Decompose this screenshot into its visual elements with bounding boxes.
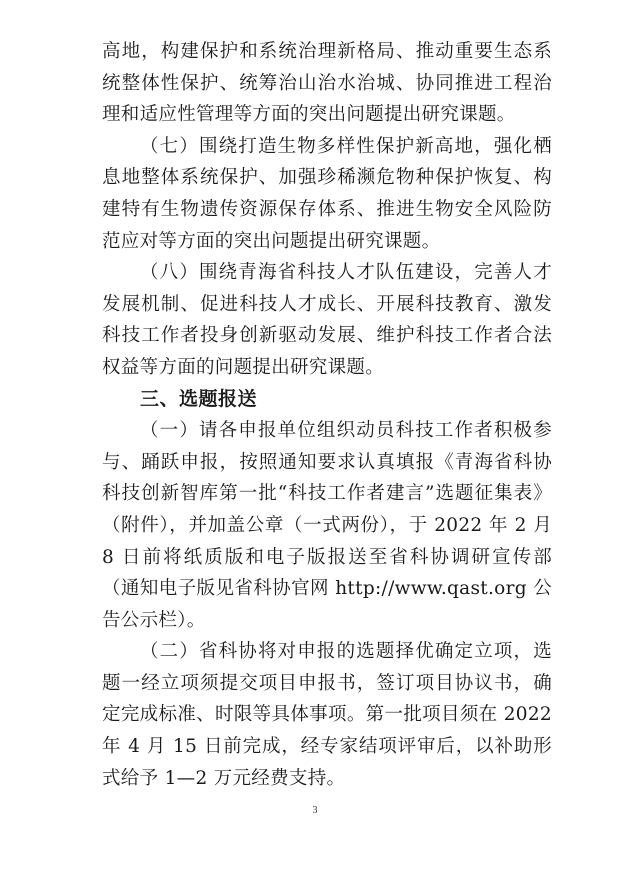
section-heading-3: 三、选题报送 bbox=[140, 387, 258, 410]
paragraph-continuation: 高地，构建保护和系统治理新格局、推动重要生态系统整体性保护、统筹治山治水治城、协同推进工程治理和适应性管理等方面的突出问题提出研究课题。 bbox=[102, 41, 552, 126]
paragraph-item-7: （七）围绕打造生物多样性保护新高地，强化栖息地整体系统保护、加强珍稀濒危物种保护恢复、构建特有生物遗传资源保存体系、推进生物安全风险防范应对等方面的突出问题提出研究课题。 bbox=[102, 135, 552, 252]
paragraph-submission-1: （一）请各申报单位组织动员科技工作者积极参与、踊跃申报，按照通知要求认真填报《青海省科协科技创新智库第一批“科技工作者建言”选题征集表》（附件），并加盖公章（一式两份），于 2022 年 2 月 8 日前将纸质版和电子版报送至省科协调研宣传部（通知电子版见省科协官网 http://www.qast.org 公告公示栏）。 bbox=[102, 420, 552, 631]
body-text bbox=[102, 36, 552, 794]
paragraph-submission-2: （二）省科协将对申报的选题择优确定立项，选题一经立项须提交项目申报书，签订项目协议书，确定完成标准、时限等具体事项。第一批项目须在 2022 年 4 月 15 日前完成，经专家结项评审后，以补助形式给予 1—2 万元经费支持。 bbox=[102, 641, 552, 789]
paragraph-item-8: （八）围绕青海省科技人才队伍建设，完善人才发展机制、促进科技人才成长、开展科技教育、激发科技工作者投身创新驱动发展、维护科技工作者合法权益等方面的问题提出研究课题。 bbox=[102, 262, 552, 378]
page-number: 3 bbox=[312, 805, 318, 816]
